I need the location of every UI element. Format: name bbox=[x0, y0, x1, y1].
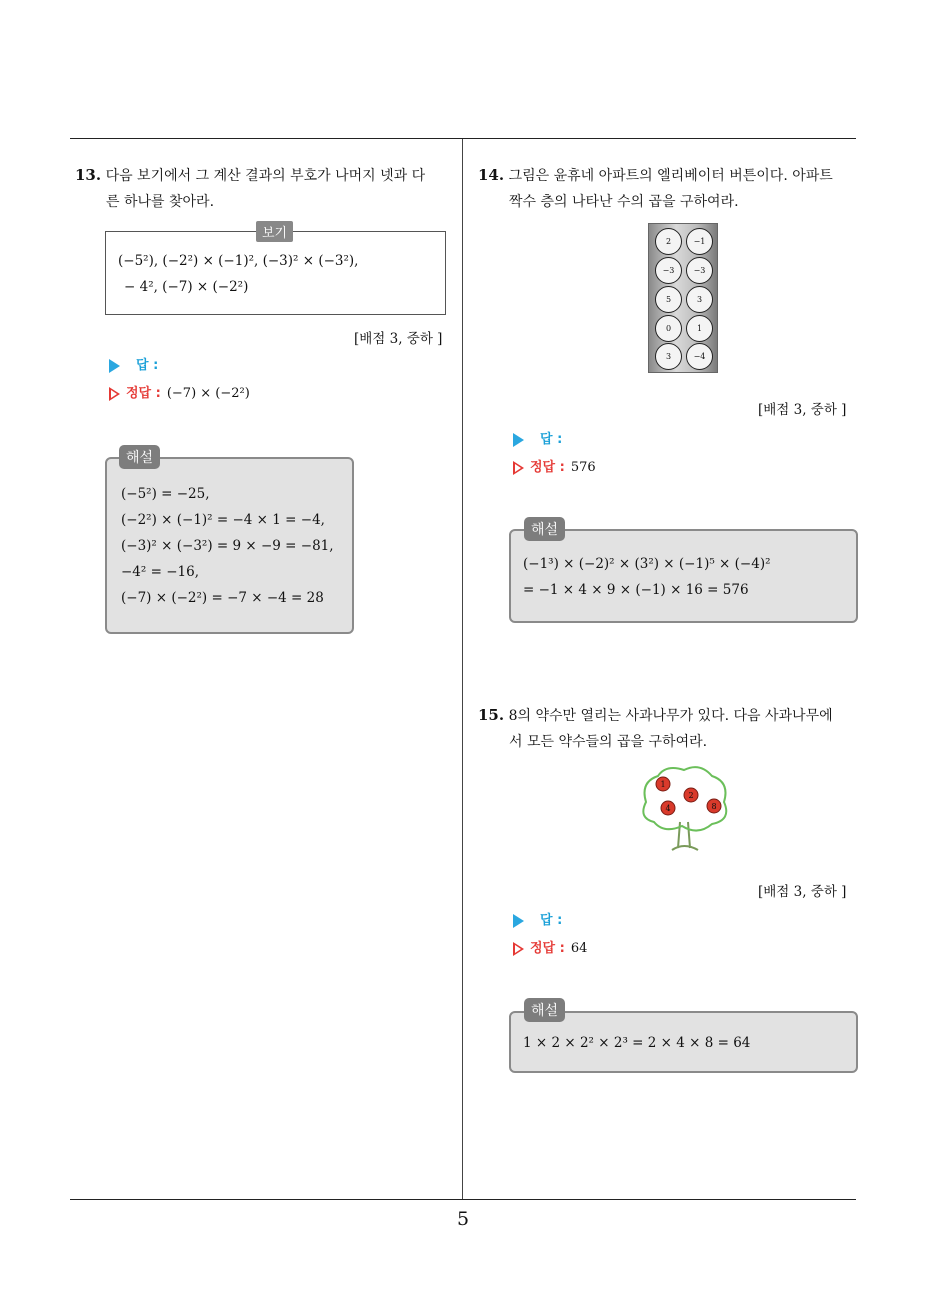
elevator-button: 1 bbox=[686, 315, 713, 342]
explanation-label: 해설 bbox=[524, 998, 565, 1022]
apple-tree-image bbox=[636, 762, 732, 854]
question-number: 14. bbox=[478, 166, 505, 184]
correct-row-13 bbox=[109, 382, 250, 401]
score-14: [배점 3, 중하 ] bbox=[758, 402, 847, 418]
question-text-line2: 짝수 층의 나타난 수의 곱을 구하여라. bbox=[509, 194, 739, 210]
explanation-lines bbox=[121, 481, 334, 611]
explanation-line: = −1 × 4 × 9 × (−1) × 16 = 576 bbox=[523, 582, 749, 598]
explanation-label: 해설 bbox=[524, 517, 565, 541]
question-text-line2: 른 하나를 찾아라. bbox=[106, 194, 215, 210]
explanation-label: 해설 bbox=[119, 445, 160, 469]
explanation-lines bbox=[523, 551, 771, 603]
bottom-rule bbox=[70, 1199, 856, 1200]
correct-value: 64 bbox=[570, 941, 588, 956]
question-number: 13. bbox=[75, 166, 102, 184]
answer-row-14 bbox=[513, 428, 562, 447]
score-13: [배점 3, 중하 ] bbox=[354, 331, 443, 347]
elevator-button: 3 bbox=[686, 286, 713, 313]
outline-triangle-icon bbox=[109, 387, 120, 401]
bogi-line1: (−5²), (−2²) × (−1)², (−3)² × (−3²), bbox=[118, 253, 359, 269]
explanation-box-14 bbox=[509, 529, 858, 623]
correct-label: 정답 : bbox=[530, 941, 565, 956]
question-text-line1: 그림은 윤휴네 아파트의 엘리베이터 버튼이다. 아파트 bbox=[508, 168, 833, 184]
elevator-button: 2 bbox=[655, 228, 682, 255]
correct-row-14 bbox=[513, 456, 596, 475]
answer-label: 답 : bbox=[540, 913, 563, 928]
question-number: 15. bbox=[478, 706, 505, 724]
elevator-button: 5 bbox=[655, 286, 682, 313]
question-15 bbox=[478, 702, 863, 755]
correct-row-15 bbox=[513, 937, 587, 956]
question-13 bbox=[75, 162, 460, 215]
elevator-button: −3 bbox=[686, 257, 713, 284]
explanation-line: (−2²) × (−1)² = −4 × 1 = −4, bbox=[121, 512, 325, 528]
elevator-button: −1 bbox=[686, 228, 713, 255]
explanation-line: (−5²) = −25, bbox=[121, 486, 210, 502]
elevator-button: −3 bbox=[655, 257, 682, 284]
question-text-line2: 서 모든 약수들의 곱을 구하여라. bbox=[509, 734, 708, 750]
apple-label: 2 bbox=[688, 791, 694, 800]
column-divider bbox=[462, 139, 463, 1199]
play-triangle-icon bbox=[513, 433, 524, 447]
apple-label: 1 bbox=[660, 780, 666, 789]
correct-label: 정답 : bbox=[530, 460, 565, 475]
explanation-line: (−1³) × (−2)² × (3²) × (−1)⁵ × (−4)² bbox=[523, 556, 771, 572]
question-text-line1: 다음 보기에서 그 계산 결과의 부호가 나머지 넷과 다 bbox=[105, 168, 426, 184]
apple-label: 4 bbox=[665, 804, 671, 813]
bogi-box bbox=[105, 231, 446, 315]
explanation-line: (−3)² × (−3²) = 9 × −9 = −81, bbox=[121, 538, 334, 554]
explanation-line: −4² = −16, bbox=[121, 564, 199, 580]
explanation-box-13 bbox=[105, 457, 354, 634]
question-14 bbox=[478, 162, 863, 215]
elevator-button: 3 bbox=[655, 343, 682, 370]
play-triangle-icon bbox=[513, 914, 524, 928]
play-triangle-icon bbox=[109, 359, 120, 373]
correct-value: 576 bbox=[570, 460, 596, 475]
question-text-line1: 8의 약수만 열리는 사과나무가 있다. 다음 사과나무에 bbox=[508, 708, 833, 724]
explanation-line: (−7) × (−2²) = −7 × −4 = 28 bbox=[121, 590, 324, 606]
correct-value: (−7) × (−2²) bbox=[166, 386, 250, 401]
elevator-button: −4 bbox=[686, 343, 713, 370]
answer-row-13 bbox=[109, 354, 158, 373]
outline-triangle-icon bbox=[513, 461, 524, 475]
page-number: 5 bbox=[456, 1208, 470, 1230]
elevator-button: 0 bbox=[655, 315, 682, 342]
answer-label: 답 : bbox=[136, 358, 159, 373]
explanation-line: 1 × 2 × 2² × 2³ = 2 × 4 × 8 = 64 bbox=[523, 1035, 751, 1051]
answer-row-15 bbox=[513, 909, 562, 928]
answer-label: 답 : bbox=[540, 432, 563, 447]
score-15: [배점 3, 중하 ] bbox=[758, 884, 847, 900]
bogi-label: 보기 bbox=[256, 221, 293, 242]
elevator-panel-image bbox=[648, 223, 718, 373]
outline-triangle-icon bbox=[513, 942, 524, 956]
top-rule bbox=[70, 138, 856, 139]
bogi-line2: − 4², (−7) × (−2²) bbox=[124, 279, 249, 295]
correct-label: 정답 : bbox=[126, 386, 161, 401]
apple-label: 8 bbox=[711, 802, 717, 811]
explanation-lines bbox=[523, 1030, 750, 1056]
